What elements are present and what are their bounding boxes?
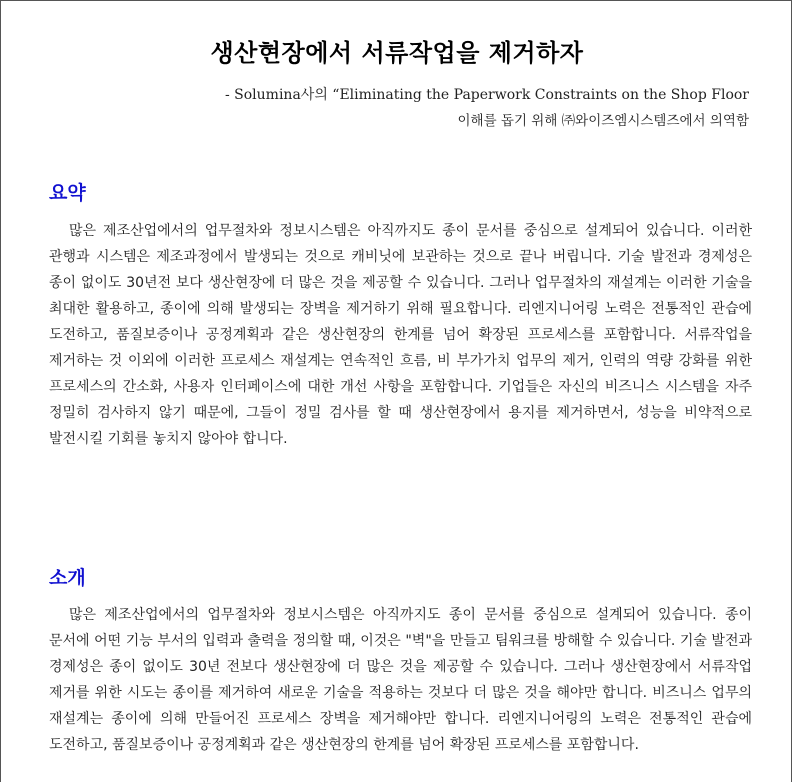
page-title: 생산현장에서 서류작업을 제거하자 <box>210 39 584 67</box>
translation-note: 이해를 돕기 위해 ㈜와이즈엠시스템즈에서 의역함 <box>457 113 749 129</box>
section-heading-intro: 소개 <box>49 567 86 589</box>
section-heading-summary: 요약 <box>49 182 86 204</box>
intro-paragraph: 많은 제조산업에서의 업무절차와 정보시스템은 아직까지도 종이 문서를 중심으로 설계되어 있습니다. 종이 문서에 어떤 기능 부서의 입력과 출력을 정의할 때, 이것은 "벽"을 만들고 팀워크를 방해할 수 있습니다. 기술 발전과 경제성은 종이 없이도 30년 전보다 생산현장에 더 많은 것을 제공할 수 있습니다. 그러나 생산현장에서 서류작업 제거를 위한 시도는 종이를 제거하여 새로운 기술을 적용하는 것보다 더 많은 것을 해야만 합니다. 비즈니스 업무의 재설계는 종이에 의해 만들어진 프로세스 장벽을 제거해야만 합니다. 리엔지니어링의 노력은 전통적인 관습에 도전하고, 품질보증이나 공정계획과 같은 생산현장의 한계를 넘어 확장된 프로세스를 포함합니다. <box>49 607 752 753</box>
summary-paragraph: 많은 제조산업에서의 업무절차와 정보시스템은 아직까지도 종이 문서를 중심으로 설계되어 있습니다. 이러한 관행과 시스템은 제조과정에서 발생되는 것으로 캐비닛에 보관하는 것으로 끝나 버립니다. 기술 발전과 경제성은 종이 없이도 30년전 보다 생산현장에 더 많은 것을 제공할 수 있습니다. 그러나 업무절차의 재설계는 이러한 기술을 최대한 활용하고, 종이에 의해 발생되는 장벽을 제거하기 위해 필요합니다. 리엔지니어링 노력은 전통적인 관습에 도전하고, 품질보증이나 공정계획과 같은 생산현장의 한계를 넘어 확장된 프로세스를 포함합니다. 서류작업을 제거하는 것 이외에 이러한 프로세스 재설계는 연속적인 흐름, 비 부가가치 업무의 제거, 인력의 역량 강화를 위한 프로세스의 간소화, 사용자 인터페이스에 대한 개선 사항을 포함합니다. 기업들은 자신의 비즈니스 시스템을 자주 정밀히 검사하지 않기 때문에, 그들이 정밀 검사를 할 때 생산현장에서 용지를 제거하면서, 성능을 비약적으로 발전시킬 기회를 놓치지 않아야 합니다. <box>49 223 752 447</box>
source-attribution: - Solumina사의 “Eliminating the Paperwork Constraints on the Shop Floor <box>224 87 749 103</box>
